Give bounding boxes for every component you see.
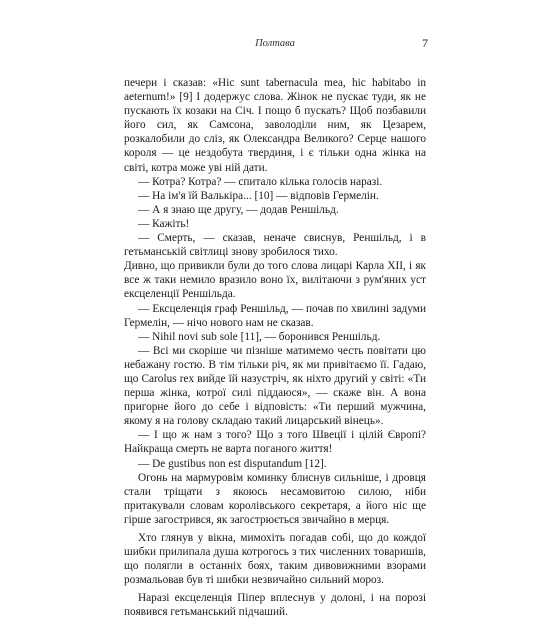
body-text — [124, 76, 426, 620]
paragraph: — Смерть, — сказав, неначе свиснув, Реншільд, і в гетьманській світлиці знову зробилося тихо. — [124, 232, 426, 259]
paragraph: — Nihil novi sub sole [11], — боронився Реншільд. — [138, 330, 381, 343]
paragraph: — Кажіть! — [138, 217, 190, 230]
paragraph: — De gustibus non est disputandum [12]. — [138, 457, 327, 470]
paragraph: — Котра? Котра? — спитало кілька голосів наразі. — [138, 175, 383, 188]
paragraph: печери і сказав: «Hic sunt tabernacula mea, hic habitabo in aeternum!» [9] І додержус слова. Жінок не пускає туди, як не пускають їх козаки на Січ. І пощо б пускать? Щоб позбавили його сил, як Самсона, заволоділи ним, як Цезарем, розкалобили до сліз, як Олександра Великого? Серце нашого короля — це нездобута твердиня, і є тільки одна жінка на світі, котра може уві ній дати. — [124, 77, 426, 174]
paragraph: Наразі ексцеленція Піпер вплеснув у долоні, і на порозі появився гетьманський підчаший. — [124, 592, 426, 619]
paragraph: — І що ж нам з того? Що з того Швеції і цілій Європі? Найкраща смерть не варта поганого життя! — [124, 429, 426, 456]
paragraph: Хто глянув у вікна, мимохіть погадав собі, що до кождої шибки прилипала душа котрогось з тих численних товаришів, що полягли в останніх боях, таким дивовижними взорами розмальовав був ті шибки незвичайно сильний мороз. — [124, 532, 426, 587]
page-number: 7 — [422, 36, 428, 50]
paragraph: — А я знаю ще другу, — додав Реншільд. — [138, 203, 339, 216]
paragraph: Дивно, що привикли були до того слова лицарі Карла XII, і як все ж таки немило вразило воно їх, вилітаючи з рум'яних уст ексцеленції Реншільда. — [124, 260, 426, 301]
paragraph: — Всі ми скоріше чи пізніше матимемо честь повітати цю небажану гостю. В тім тільки річ, як ми привітаємо її. Гадаю, що Carolus rex вийде їй назустріч, як ніхто другий у світі: «Ти перша жінка, котрої силі піддаюся», — скаже він. А вона пригорне його до себе і відповість: «Ти перший мужчина, якому я на голову складаю такий лицарський вінець». — [124, 344, 426, 428]
paragraph: — На ім'я їй Валькіра... [10] — відповів Гермелін. — [138, 189, 379, 202]
running-title: Полтава — [255, 38, 295, 49]
paragraph: — Ексцеленція граф Реншільд, — почав по хвилині задуми Гермелін, — нічо нового нам не сказав. — [124, 302, 426, 329]
paragraph: Огонь на мармуровім коминку блиснув сильніше, і дровця стали тріщати з якоюсь несамовитою силою, ніби притакували словам королівського секретаря, а його ніс ще гірше загострився, як загострюється звичайно в мерця. — [124, 471, 426, 526]
